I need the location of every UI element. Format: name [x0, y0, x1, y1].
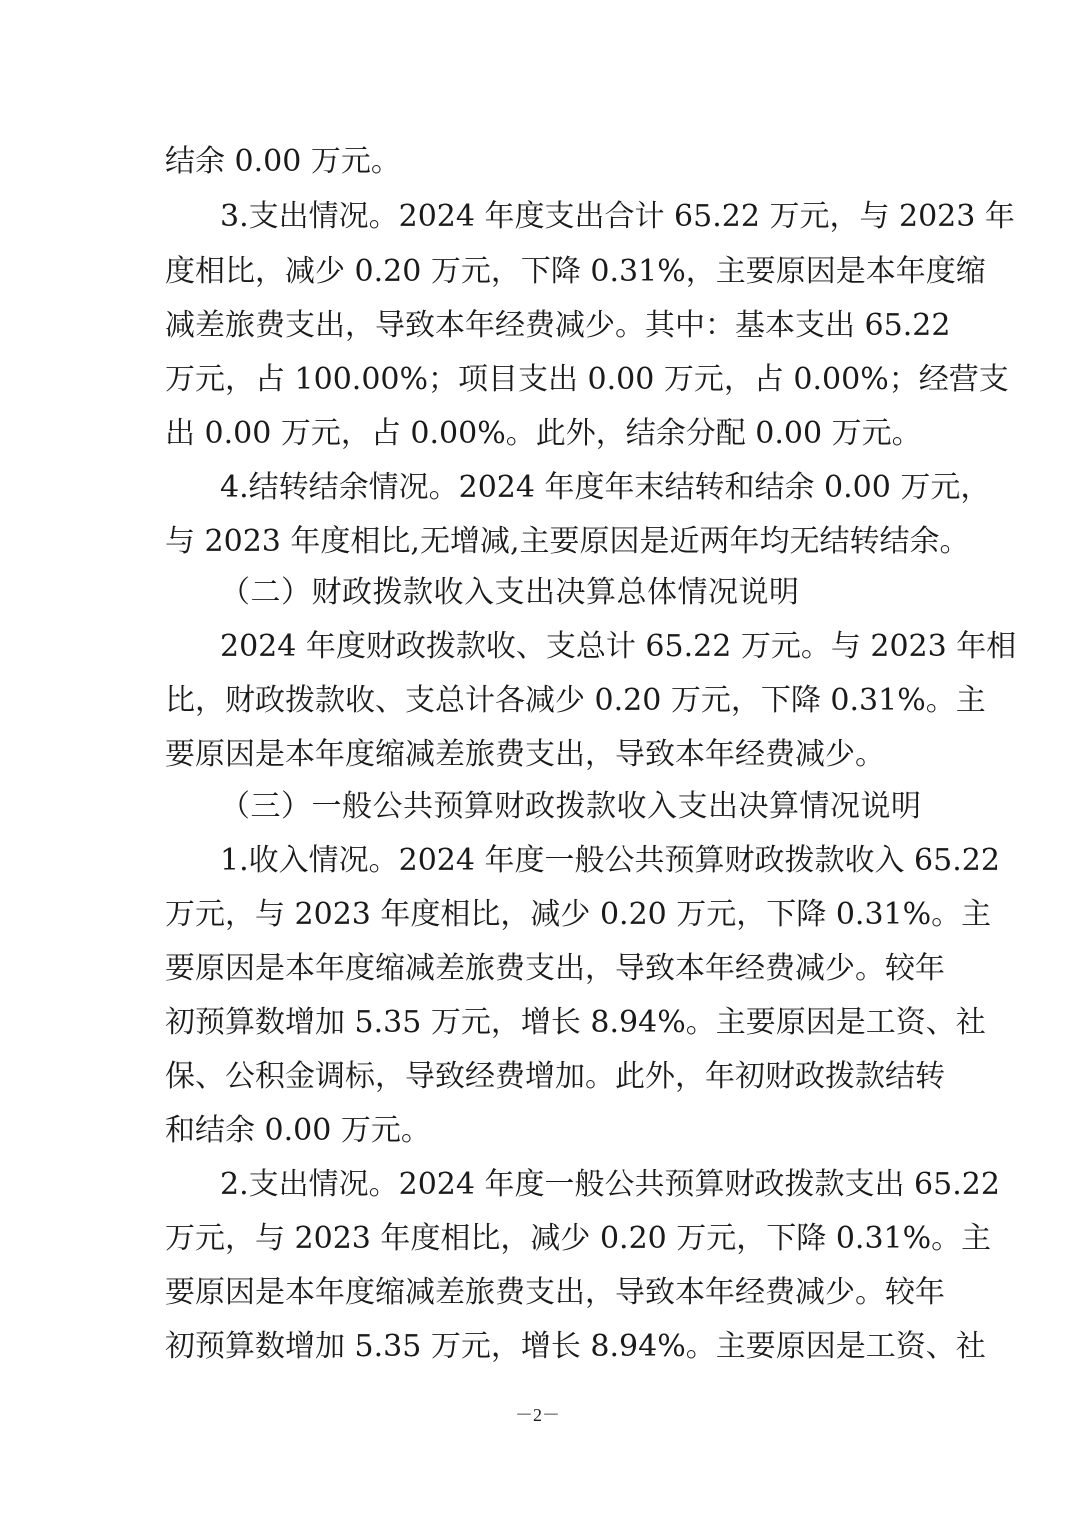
text-line: 3.支出情况。2024 年度支出合计 65.22 万元，与 2023 年 [220, 199, 1015, 234]
text-line: 万元，占 100.00%；项目支出 0.00 万元，占 0.00%；经营支 [165, 362, 1009, 397]
text-line: 万元，与 2023 年度相比，减少 0.20 万元，下降 0.31%。主 [165, 897, 992, 932]
text-line: 要原因是本年度缩减差旅费支出，导致本年经费减少。 [165, 737, 885, 772]
text-line: 要原因是本年度缩减差旅费支出，导致本年经费减少。较年 [165, 1275, 945, 1310]
text-line: 度相比，减少 0.20 万元，下降 0.31%，主要原因是本年度缩 [165, 254, 986, 289]
text-line: 2024 年度财政拨款收、支总计 65.22 万元。与 2023 年相 [220, 629, 1017, 664]
text-line: 4.结转结余情况。2024 年度年末结转和结余 0.00 万元， [220, 470, 991, 505]
text-line: 结余 0.00 万元。 [165, 144, 401, 179]
text-line: 1.收入情况。2024 年度一般公共预算财政拨款收入 65.22 [220, 843, 1000, 878]
text-line: 2.支出情况。2024 年度一般公共预算财政拨款支出 65.22 [220, 1167, 1000, 1202]
text-line: 出 0.00 万元，占 0.00%。此外，结余分配 0.00 万元。 [165, 416, 922, 451]
text-line: 万元，与 2023 年度相比，减少 0.20 万元，下降 0.31%。主 [165, 1221, 992, 1256]
section-heading: （三）一般公共预算财政拨款收入支出决算情况说明 [220, 789, 922, 824]
section-heading: （二）财政拨款收入支出决算总体情况说明 [220, 575, 800, 610]
text-line: 保、公积金调标，导致经费增加。此外，年初财政拨款结转 [165, 1059, 945, 1094]
text-line: 比，财政拨款收、支总计各减少 0.20 万元，下降 0.31%。主 [165, 683, 986, 718]
text-line: 和结余 0.00 万元。 [165, 1113, 431, 1148]
text-line: 与 2023 年度相比,无增减,主要原因是近两年均无结转结余。 [165, 524, 970, 559]
text-line: 初预算数增加 5.35 万元，增长 8.94%。主要原因是工资、社 [165, 1005, 986, 1040]
text-line: 要原因是本年度缩减差旅费支出，导致本年经费减少。较年 [165, 951, 945, 986]
text-line: 初预算数增加 5.35 万元，增长 8.94%。主要原因是工资、社 [165, 1329, 986, 1364]
text-line: 减差旅费支出，导致本年经费减少。其中：基本支出 65.22 [165, 308, 951, 343]
page-number: －2－ [515, 1405, 560, 1425]
